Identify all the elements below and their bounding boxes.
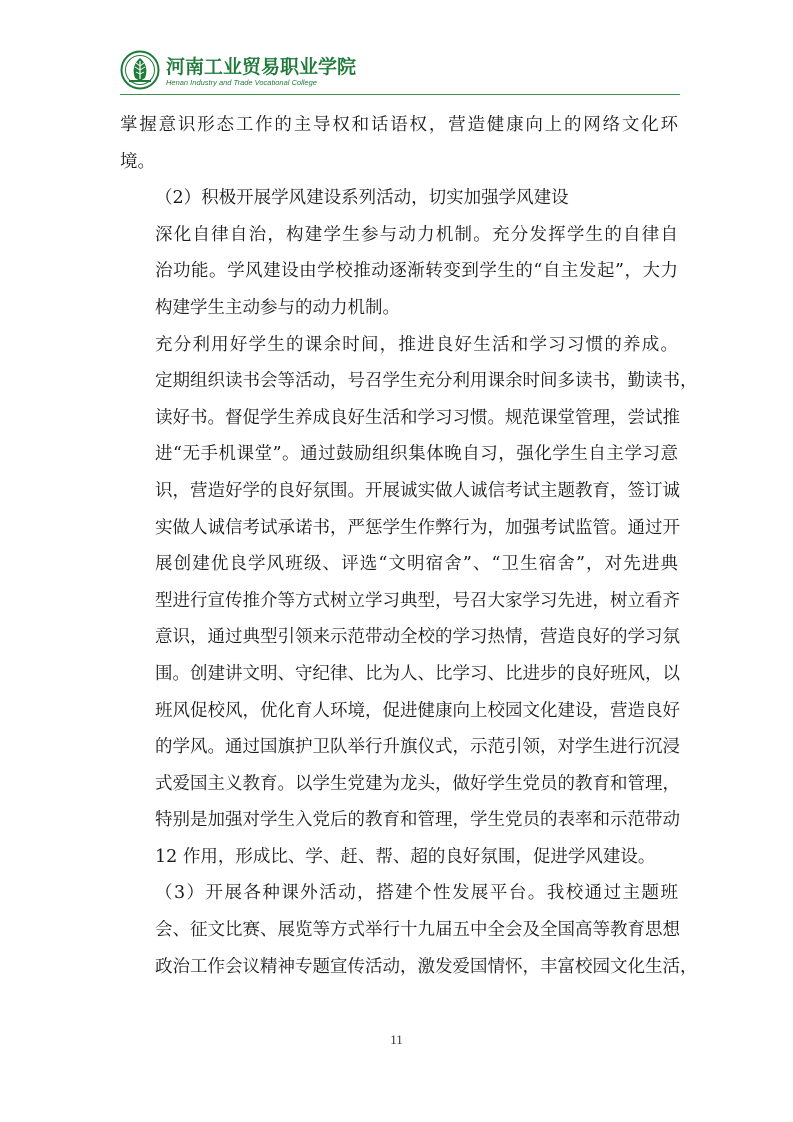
text-line: 治功能。学风建设由学校推动逐渐转变到学生的“自主发起”，大力: [155, 261, 678, 282]
text-line: 展创建优良学风班级、评选“文明宿舍”、“卫生宿舍”，对先进典: [155, 554, 678, 575]
college-name-cn: 河南工业贸易职业学院: [166, 56, 357, 78]
text-line: 意识，通过典型引领来示范带动全校的学习热情，营造良好的学习氛: [155, 627, 680, 648]
text-line: 围。创建讲文明、守纪律、比为人、比学习、比进步的良好班风，以: [155, 663, 680, 684]
text-line: （2）积极开展学风建设系列活动，切实加强学风建设: [155, 188, 569, 209]
text-line: 进“无手机课堂”。通过鼓励组织集体晚自习，强化学生自主学习意: [155, 444, 678, 465]
text-line: 的学风。通过国旗护卫队举行升旗仪式，示范引领，对学生进行沉浸: [155, 737, 680, 758]
text-line: （3）开展各种课外活动，搭建个性发展平台。我校通过主题班: [155, 883, 678, 904]
paragraph: [120, 180, 678, 217]
text-line: 深化自律自治，构建学生参与动力机制。充分发挥学生的自律自: [155, 224, 678, 245]
text-line: 实做人诚信考试承诺书，严惩学生作弊行为，加强考试监管。通过开: [155, 517, 680, 538]
header-divider: [120, 94, 680, 95]
text-line: 特别是加强对学生入党后的教育和管理，学生党员的表率和示范带动: [155, 810, 680, 831]
page-header: [120, 50, 680, 96]
paragraph: [120, 107, 678, 180]
text-line: 读好书。督促学生养成良好生活和学习习惯。规范课堂管理，尝试推: [155, 407, 680, 428]
document-body: [120, 107, 698, 985]
page-number: 11: [390, 1032, 403, 1047]
paragraph: [120, 217, 678, 327]
text-line: 充分利用好学生的课余时间，推进良好生活和学习习惯的养成。: [155, 334, 678, 355]
text-line: 型进行宣传推介等方式树立学习典型，号召大家学习先进，树立看齐: [155, 590, 680, 611]
text-line: 12 作用，形成比、学、赶、帮、超的良好氛围，促进学风建设。: [155, 846, 656, 867]
text-line: 定期组织读书会等活动，号召学生充分利用课余时间多读书，勤读书，: [155, 371, 698, 392]
text-line: 识，营造好学的良好氛围。开展诚实做人诚信考试主题教育，签订诚: [155, 480, 680, 501]
paragraph: [120, 875, 698, 985]
college-name-en: Henan Industry and Trade Vocational College: [166, 78, 317, 87]
paragraph: [120, 327, 698, 876]
text-line: 班风促校风，优化育人环境，促进健康向上校园文化建设，营造良好: [155, 700, 680, 721]
text-line: 境。: [120, 151, 155, 172]
text-line: 掌握意识形态工作的主导权和话语权，营造健康向上的网络文化环: [120, 115, 678, 135]
text-line: 构建学生主动参与的动力机制。: [155, 297, 400, 318]
college-emblem-icon: [120, 50, 160, 90]
text-line: 政治工作会议精神专题宣传活动，激发爱国情怀，丰富校园文化生活，: [155, 956, 698, 977]
text-line: 会、征文比赛、展览等方式举行十九届五中全会及全国高等教育思想: [155, 920, 680, 941]
text-line: 式爱国主义教育。以学生党建为龙头，做好学生党员的教育和管理，: [155, 773, 680, 794]
